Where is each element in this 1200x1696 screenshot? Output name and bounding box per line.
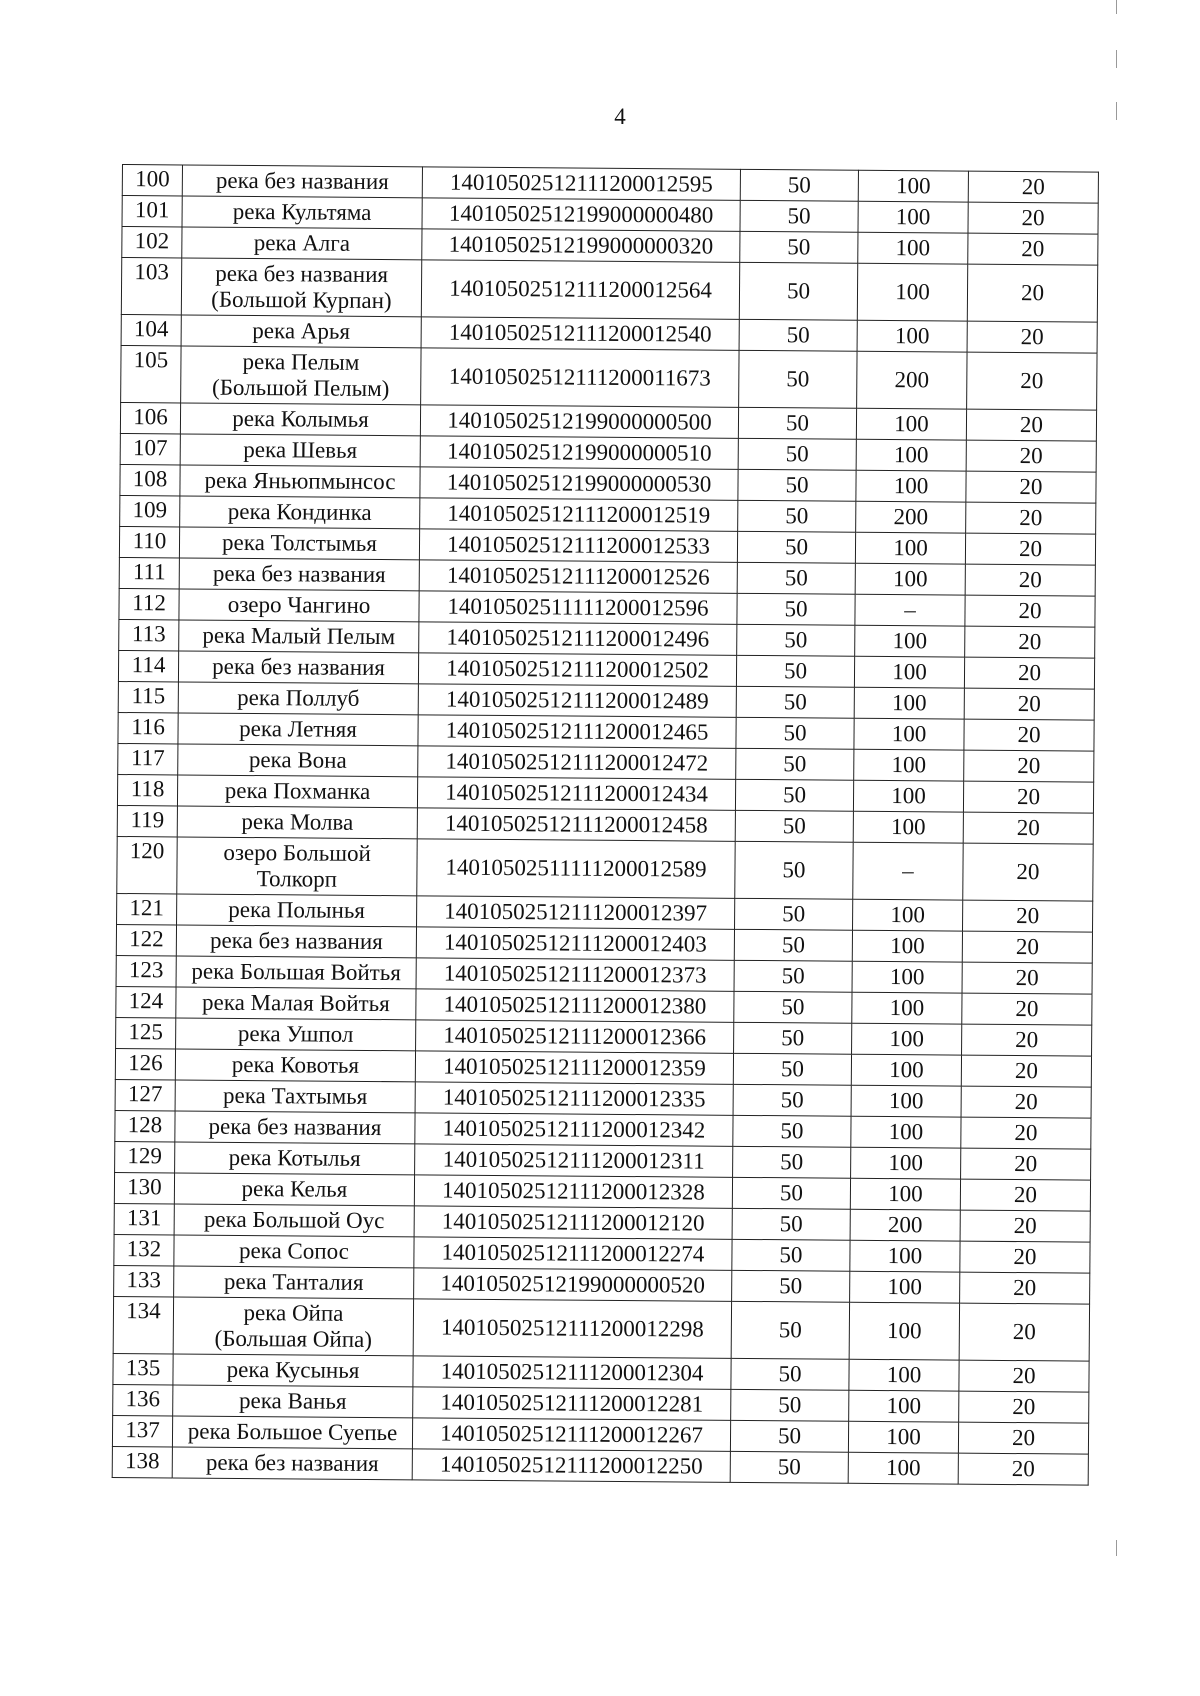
value-b: 100 [849,1390,959,1422]
name-line: река Арья [252,318,351,344]
value-a: 50 [730,1451,848,1483]
name-line: река Кондинка [227,498,372,525]
value-c: 20 [964,657,1094,689]
row-number: 133 [114,1265,174,1296]
table-row [112,1446,1088,1485]
registry-code: 14010502512199000000480 [422,198,740,231]
value-c: 20 [965,533,1095,565]
value-c: 20 [966,471,1096,503]
registry-code: 14010502512111200012519 [420,498,738,531]
value-c: 20 [961,1117,1091,1149]
water-body-name [172,1416,412,1449]
row-number: 106 [120,402,180,433]
water-body-name [180,403,420,436]
value-a: 50 [738,407,856,439]
row-number: 130 [114,1172,174,1203]
row-number: 138 [112,1446,172,1477]
value-a: 50 [735,810,853,842]
registry-code: 14010502512111200012564 [421,260,739,319]
value-c: 20 [966,502,1096,534]
value-c: 20 [964,719,1094,751]
value-a: 50 [732,1208,850,1240]
value-c: 20 [962,1024,1092,1056]
value-a: 50 [740,200,858,232]
value-a: 50 [731,1358,849,1390]
name-line: река Летняя [239,715,357,742]
name-line: река Сопос [238,1237,350,1264]
water-body-name [176,956,416,989]
value-c: 20 [968,202,1098,234]
name-line: река Пелым [242,348,360,375]
value-b: 100 [854,749,964,781]
registry-code: 14010502512199000000510 [420,436,738,469]
water-body-name [181,346,421,405]
value-c: 20 [963,781,1093,813]
value-a: 50 [733,1053,851,1085]
row-number: 110 [119,526,179,557]
name-line: река Танталия [223,1268,364,1295]
value-a: 50 [732,1239,850,1271]
value-c: 20 [959,1360,1089,1392]
value-b: 100 [858,232,968,264]
water-body-name [179,620,419,653]
name-line: река Культяма [232,198,372,225]
water-body-name [181,315,421,348]
row-number: 120 [117,836,177,893]
water-body-name [178,651,418,684]
row-number: 109 [120,495,180,526]
row-number: 135 [113,1353,173,1384]
table-row [113,1296,1089,1361]
name-line: река Шевья [243,436,358,463]
name-line: река без названия [212,560,386,588]
registry-code: 14010502512111200012502 [418,653,736,686]
value-c: 20 [965,595,1095,627]
water-body-name [174,1235,414,1268]
value-b: 100 [856,408,966,440]
water-body-name [173,1297,413,1356]
value-a: 50 [731,1301,849,1359]
value-b: 100 [858,201,968,233]
water-body-name [172,1447,412,1480]
name-line: река Вона [248,747,347,773]
value-a: 50 [740,231,858,263]
value-a: 50 [739,319,857,351]
name-line: река Ойпа [243,1299,344,1326]
page-number: 4 [614,104,626,129]
water-body-name [177,775,417,808]
registry-code: 14010502512111200012281 [413,1387,731,1420]
value-c: 20 [958,1453,1088,1485]
value-c: 20 [960,1272,1090,1304]
water-body-name [179,527,419,560]
water-body-name [174,1173,414,1206]
value-b: 100 [857,320,967,352]
value-b: 200 [850,1209,960,1241]
value-b: 100 [849,1359,959,1391]
registry-code: 14010502512111200012533 [419,529,737,562]
value-a: 50 [732,1270,850,1302]
name-line: река Малая Войтья [201,989,390,1017]
value-a: 50 [738,500,856,532]
registry-code: 14010502512111200012250 [412,1449,730,1482]
row-number: 136 [113,1384,173,1415]
value-a: 50 [739,350,857,408]
registry-code: 14010502512111200012311 [415,1144,733,1177]
registry-code: 14010502512111200012298 [413,1299,731,1358]
water-body-name [180,496,420,529]
value-b: 100 [852,1023,962,1055]
name-line: река Ушпол [237,1020,354,1047]
registry-code: 14010502512111200012403 [416,927,734,960]
row-number: 124 [116,986,176,1017]
name-line: (Большой Пелым) [212,374,390,402]
row-number: 111 [119,557,179,588]
name-line: Толкорп [256,866,338,892]
value-a: 50 [735,898,853,930]
value-c: 20 [963,812,1093,844]
row-number: 121 [117,893,177,924]
row-number: 137 [112,1415,172,1446]
name-line: река Келья [241,1175,348,1202]
name-line: река без названия [205,1449,379,1477]
name-line: (Большая Ойпа) [214,1325,373,1352]
scan-mark [1116,0,1117,14]
value-c: 20 [963,843,1093,901]
name-line: река Тахтымья [222,1082,368,1109]
row-number: 107 [120,433,180,464]
registry-code: 14010502512199000000320 [422,229,740,262]
value-b: 100 [851,1147,961,1179]
row-number: 105 [121,345,181,402]
value-b: 100 [848,1421,958,1453]
water-body-name [175,1080,415,1113]
value-c: 20 [966,409,1096,441]
row-number: 114 [118,650,178,681]
water-body-name [173,1385,413,1418]
registry-code: 14010502512111200012373 [416,958,734,991]
water-body-name [176,925,416,958]
value-b: – [853,842,963,900]
value-c: 20 [967,264,1097,322]
table-row [121,345,1097,410]
row-number: 131 [114,1203,174,1234]
value-a: 50 [737,624,855,656]
name-line: река без названия [215,260,389,288]
value-a: 50 [733,1115,851,1147]
name-line: река Яньюпмынсос [204,467,396,495]
water-body-name [178,682,418,715]
value-a: 50 [731,1389,849,1421]
row-number: 122 [116,924,176,955]
value-b: 100 [854,718,964,750]
row-number: 116 [118,712,178,743]
registry-code: 14010502512111200012595 [422,167,740,200]
water-body-name [182,165,422,198]
name-line: река Ванья [238,1387,347,1414]
value-c: 20 [964,750,1094,782]
water-body-name [177,837,417,896]
row-number: 123 [116,955,176,986]
value-b: 100 [855,532,965,564]
water-body-name [178,713,418,746]
registry-code: 14010502512111200012366 [416,1020,734,1053]
value-c: 20 [963,900,1093,932]
water-body-name [173,1354,413,1387]
value-a: 50 [736,717,854,749]
name-line: река Похманка [224,777,371,804]
row-number: 100 [122,165,182,196]
registry-code: 14010502512111200012434 [417,777,735,810]
value-c: 20 [964,688,1094,720]
name-line: река Колымья [232,405,369,432]
row-number: 134 [113,1296,173,1353]
name-line: (Большой Курпан) [211,286,392,314]
row-number: 103 [121,258,181,315]
row-number: 125 [116,1017,176,1048]
value-a: 50 [737,531,855,563]
value-a: 50 [736,748,854,780]
registry-code: 14010502512111200012380 [416,989,734,1022]
value-a: 50 [737,562,855,594]
value-c: 20 [960,1210,1090,1242]
value-a: 50 [737,593,855,625]
row-number: 129 [115,1141,175,1172]
value-a: 50 [734,929,852,961]
row-number: 127 [115,1079,175,1110]
water-body-name [177,894,417,927]
row-number: 128 [115,1110,175,1141]
registry-code: 14010502512111200012472 [418,746,736,779]
registry-code: 14010502512111200012489 [418,684,736,717]
value-c: 20 [967,352,1097,410]
registry-code: 14010502512111200012458 [417,808,735,841]
value-b: 100 [852,961,962,993]
water-body-name [175,1049,415,1082]
row-number: 112 [119,588,179,619]
name-line: река Котылья [228,1144,361,1171]
value-b: 100 [850,1240,960,1272]
value-c: 20 [958,1422,1088,1454]
value-c: 20 [965,626,1095,658]
scan-mark [1116,102,1117,120]
registry-code: 14010502512111200012304 [413,1356,731,1389]
value-b: 200 [856,501,966,533]
value-a: 50 [735,779,853,811]
name-line: река Малый Пелым [202,622,396,650]
registry-code: 14010502512199000000520 [414,1268,732,1301]
registry-code: 14010502512111200012267 [412,1418,730,1451]
value-c: 20 [962,931,1092,963]
registry-code: 14010502512111200012526 [419,560,737,593]
value-a: 50 [733,1146,851,1178]
value-c: 20 [968,233,1098,265]
name-line: река Поллуб [237,684,360,711]
table-row [121,258,1097,323]
value-a: 50 [734,960,852,992]
value-c: 20 [959,1391,1089,1423]
value-b: 100 [856,470,966,502]
value-a: 50 [740,169,858,201]
water-body-name [174,1204,414,1237]
name-line: река Толстымья [222,529,378,557]
water-body-name [180,434,420,467]
registry-code: 14010502512111200012465 [418,715,736,748]
value-b: 100 [851,1054,961,1086]
value-a: 50 [735,841,853,899]
value-b: 100 [858,170,968,202]
value-b: 100 [855,563,965,595]
value-a: 50 [738,438,856,470]
registry-code: 14010502512111200012397 [417,896,735,929]
value-b: 100 [854,656,964,688]
water-body-name [176,1018,416,1051]
name-line: река без названия [209,927,383,955]
value-a: 50 [734,1022,852,1054]
registry-code: 14010502511111200012589 [417,839,735,898]
value-c: 20 [961,1055,1091,1087]
value-b: 100 [853,899,963,931]
name-line: озеро Большой [223,839,371,866]
value-c: 20 [962,962,1092,994]
water-body-name [180,465,420,498]
value-c: 20 [961,1148,1091,1180]
scan-mark [1116,50,1117,68]
registry-code: 14010502512111200012120 [414,1206,732,1239]
value-c: 20 [960,1241,1090,1273]
value-a: 50 [739,262,857,320]
value-b: 100 [852,992,962,1024]
row-number: 102 [122,227,182,258]
name-line: река Полынья [228,896,366,923]
registry-code: 14010502512111200012496 [419,622,737,655]
value-b: 100 [855,625,965,657]
value-b: 100 [851,1116,961,1148]
value-b: 100 [853,780,963,812]
value-c: 20 [962,993,1092,1025]
registry-code: 14010502512111200012274 [414,1237,732,1270]
registry-code: 14010502512111200012335 [415,1082,733,1115]
value-c: 20 [967,321,1097,353]
row-number: 117 [118,743,178,774]
value-b: 100 [850,1271,960,1303]
value-b: 100 [849,1302,959,1360]
water-body-name [177,806,417,839]
water-body-name [176,987,416,1020]
water-body-name [179,558,419,591]
name-line: озеро Чангино [227,591,371,618]
table-row [117,836,1093,901]
value-b: 100 [857,263,967,321]
registry-code: 14010502511111200012596 [419,591,737,624]
row-number: 119 [117,805,177,836]
value-b: 100 [854,687,964,719]
value-b: 200 [857,351,967,409]
name-line: река Молва [241,808,354,835]
water-body-name [181,258,421,317]
table-body [112,165,1098,1486]
value-b: 100 [851,1085,961,1117]
row-number: 126 [115,1048,175,1079]
value-b: 100 [853,811,963,843]
row-number: 108 [120,464,180,495]
name-line: река Кусынья [226,1356,360,1383]
value-a: 50 [738,469,856,501]
name-line: река Алга [253,230,351,256]
value-c: 20 [959,1303,1089,1361]
registry-code: 14010502512199000000500 [420,405,738,438]
row-number: 113 [119,619,179,650]
value-b: 100 [856,439,966,471]
water-body-name [182,227,422,260]
value-b: 100 [852,930,962,962]
water-bodies-table [112,164,1099,1486]
name-line: река без названия [215,167,389,195]
registry-code: 14010502512111200012359 [415,1051,733,1084]
value-a: 50 [733,1084,851,1116]
water-body-name [174,1266,414,1299]
water-body-name [178,744,418,777]
value-b: 100 [848,1452,958,1484]
row-number: 101 [122,196,182,227]
value-a: 50 [734,991,852,1023]
registry-code: 14010502512111200012540 [421,317,739,350]
water-body-name [182,196,422,229]
name-line: река без названия [212,653,386,681]
value-b: 100 [850,1178,960,1210]
registry-code: 14010502512111200011673 [421,348,739,407]
name-line: река Ковотья [231,1051,360,1078]
name-line: река Большая Войтья [191,958,401,986]
water-body-name [175,1142,415,1175]
value-a: 50 [732,1177,850,1209]
name-line: река Большой Оус [203,1206,385,1234]
value-b: – [855,594,965,626]
registry-code: 14010502512199000000530 [420,467,738,500]
value-a: 50 [736,686,854,718]
row-number: 118 [117,774,177,805]
registry-code: 14010502512111200012342 [415,1113,733,1146]
row-number: 115 [118,681,178,712]
name-line: река Большое Суепье [187,1418,398,1446]
value-c: 20 [966,440,1096,472]
value-c: 20 [965,564,1095,596]
value-c: 20 [968,171,1098,203]
value-c: 20 [960,1179,1090,1211]
value-a: 50 [736,655,854,687]
scan-mark [1116,1540,1117,1556]
value-a: 50 [730,1420,848,1452]
water-body-name [179,589,419,622]
water-body-name [175,1111,415,1144]
row-number: 104 [121,314,181,345]
name-line: река без названия [208,1113,382,1141]
registry-code: 14010502512111200012328 [414,1175,732,1208]
value-c: 20 [961,1086,1091,1118]
row-number: 132 [114,1234,174,1265]
